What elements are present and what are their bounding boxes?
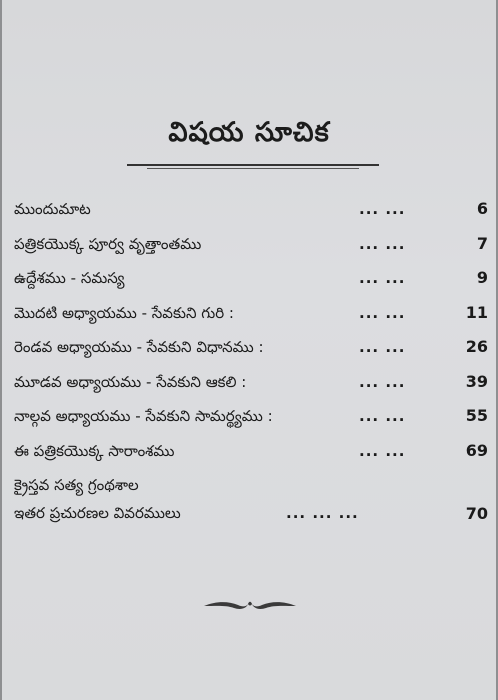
- toc-label: ముందుమాట: [14, 200, 91, 218]
- toc-row[interactable]: [14, 229, 488, 264]
- toc-label: ఉద్దేశము - సమస్య: [14, 269, 125, 287]
- toc-leader-dots: ... ...: [359, 372, 406, 391]
- toc-label: మొదటి అధ్యాయము - సేవకుని గురి :: [14, 303, 234, 322]
- toc-page-number: 69: [465, 440, 488, 460]
- title-underline-top: [127, 164, 379, 166]
- toc-label: రెండవ అధ్యాయము - సేవకుని విధానము :: [14, 338, 264, 356]
- title-underline-bottom: [147, 168, 359, 169]
- toc-leader-dots: ... ...: [359, 441, 406, 460]
- toc-leader-dots: ... ...: [359, 303, 406, 322]
- toc-page-number: 9: [476, 268, 488, 287]
- toc-row[interactable]: [14, 332, 488, 367]
- toc-page-number: 11: [465, 302, 488, 322]
- toc-label: పత్రికయొక్క పూర్వ వృత్తాంతము: [14, 234, 202, 253]
- book-page: [2, 0, 496, 700]
- toc-row[interactable]: [14, 436, 488, 471]
- toc-label: మూడవ అధ్యాయము - సేవకుని ఆకలి :: [14, 372, 247, 391]
- toc-page-number: 26: [465, 337, 488, 356]
- toc-page-number: 55: [465, 406, 488, 425]
- toc-leader-dots: ... ...: [359, 234, 406, 253]
- toc-leader-dots: ... ...: [359, 200, 406, 218]
- page-title: విషయ సూచిక: [168, 117, 330, 148]
- toc-label: క్రైస్తవ సత్య గ్రంథశాల: [14, 476, 139, 494]
- table-of-contents: [14, 194, 488, 532]
- toc-row[interactable]: [14, 401, 488, 436]
- toc-label: ఈ పత్రికయొక్క సారాంశము: [14, 441, 175, 460]
- toc-row[interactable]: [14, 298, 488, 333]
- flourish-ornament-icon: [202, 597, 298, 613]
- toc-leader-dots: ... ... ...: [286, 504, 359, 522]
- toc-leader-dots: ... ...: [359, 269, 406, 287]
- toc-leader-dots: ... ...: [359, 338, 406, 356]
- toc-row[interactable]: [14, 470, 488, 532]
- toc-page-number: 6: [476, 199, 488, 218]
- toc-row[interactable]: [14, 367, 488, 402]
- toc-label-continued: ఇతర ప్రచురణల వివరములు: [14, 504, 181, 522]
- toc-row[interactable]: [14, 263, 488, 298]
- toc-label: నాల్గవ అధ్యాయము - సేవకుని సామర్థ్యము :: [14, 407, 273, 425]
- title-underline: [127, 164, 379, 169]
- toc-leader-dots: ... ...: [359, 407, 406, 425]
- toc-page-number: 70: [465, 504, 488, 523]
- toc-page-number: 39: [465, 371, 488, 391]
- toc-page-number: 7: [476, 233, 488, 253]
- toc-row[interactable]: [14, 194, 488, 229]
